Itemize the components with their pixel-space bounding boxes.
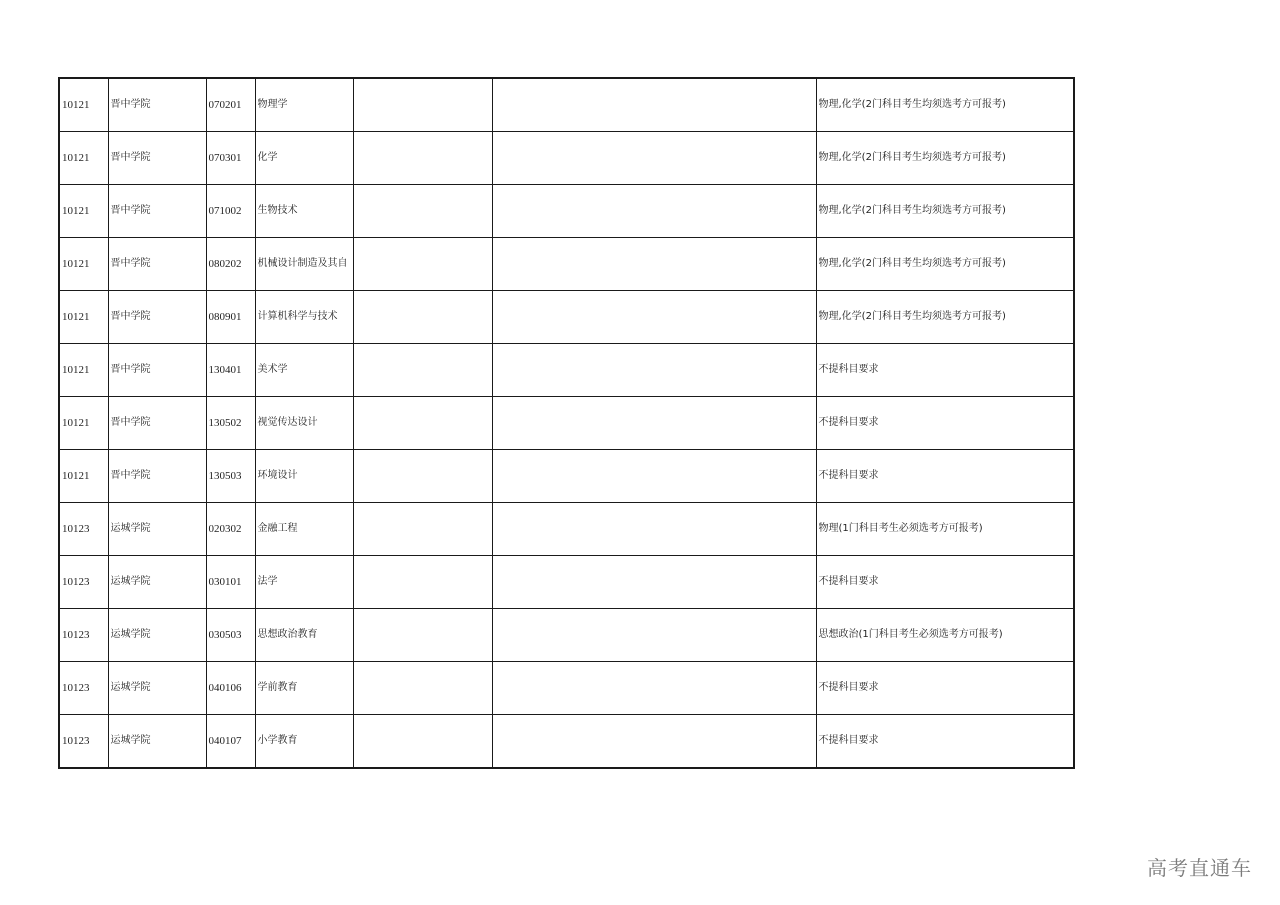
cell-major-name: 环境设计 [255, 450, 353, 503]
cell-subject-requirement: 不提科目要求 [816, 450, 1074, 503]
cell-school-name: 运城学院 [108, 715, 206, 769]
cell-empty-a [353, 450, 492, 503]
cell-empty-a [353, 397, 492, 450]
table-row [59, 609, 1074, 662]
table-row [59, 662, 1074, 715]
cell-major-code: 040107 [206, 715, 255, 769]
table-row [59, 78, 1074, 132]
cell-school-code: 10123 [59, 715, 108, 769]
cell-empty-b [492, 609, 816, 662]
cell-school-name: 晋中学院 [108, 291, 206, 344]
cell-empty-b [492, 344, 816, 397]
cell-subject-requirement: 物理,化学(2门科目考生均须选考方可报考) [816, 185, 1074, 238]
cell-empty-b [492, 556, 816, 609]
cell-major-code: 040106 [206, 662, 255, 715]
cell-major-code: 030101 [206, 556, 255, 609]
cell-major-name: 金融工程 [255, 503, 353, 556]
cell-school-name: 晋中学院 [108, 397, 206, 450]
cell-empty-b [492, 397, 816, 450]
cell-major-code: 130502 [206, 397, 255, 450]
cell-empty-a [353, 238, 492, 291]
cell-school-name: 晋中学院 [108, 78, 206, 132]
cell-empty-a [353, 662, 492, 715]
cell-school-name: 晋中学院 [108, 238, 206, 291]
cell-school-code: 10123 [59, 503, 108, 556]
table-row [59, 715, 1074, 769]
cell-school-code: 10121 [59, 238, 108, 291]
cell-school-name: 晋中学院 [108, 185, 206, 238]
cell-major-name: 生物技术 [255, 185, 353, 238]
cell-subject-requirement: 物理,化学(2门科目考生均须选考方可报考) [816, 291, 1074, 344]
cell-empty-b [492, 503, 816, 556]
cell-subject-requirement: 不提科目要求 [816, 715, 1074, 769]
table-row [59, 503, 1074, 556]
table-row [59, 556, 1074, 609]
cell-empty-a [353, 503, 492, 556]
cell-school-name: 晋中学院 [108, 344, 206, 397]
table-row [59, 185, 1074, 238]
cell-empty-b [492, 291, 816, 344]
cell-school-name: 晋中学院 [108, 132, 206, 185]
cell-major-name: 化学 [255, 132, 353, 185]
cell-empty-a [353, 291, 492, 344]
cell-major-code: 020302 [206, 503, 255, 556]
cell-empty-b [492, 132, 816, 185]
cell-subject-requirement: 不提科目要求 [816, 397, 1074, 450]
cell-school-name: 运城学院 [108, 503, 206, 556]
cell-major-code: 080202 [206, 238, 255, 291]
cell-subject-requirement: 不提科目要求 [816, 662, 1074, 715]
cell-empty-a [353, 78, 492, 132]
cell-school-code: 10121 [59, 132, 108, 185]
cell-major-name: 美术学 [255, 344, 353, 397]
cell-major-name: 学前教育 [255, 662, 353, 715]
cell-major-name: 小学教育 [255, 715, 353, 769]
cell-school-code: 10121 [59, 185, 108, 238]
cell-major-name: 机械设计制造及其自 [255, 238, 353, 291]
cell-major-code: 070201 [206, 78, 255, 132]
cell-empty-a [353, 185, 492, 238]
cell-empty-b [492, 715, 816, 769]
cell-school-name: 晋中学院 [108, 450, 206, 503]
cell-subject-requirement: 物理,化学(2门科目考生均须选考方可报考) [816, 132, 1074, 185]
cell-subject-requirement: 思想政治(1门科目考生必须选考方可报考) [816, 609, 1074, 662]
table-row [59, 397, 1074, 450]
watermark-text: 高考直通车 [1147, 856, 1252, 880]
cell-empty-b [492, 78, 816, 132]
cell-subject-requirement: 物理,化学(2门科目考生均须选考方可报考) [816, 238, 1074, 291]
cell-major-code: 030503 [206, 609, 255, 662]
cell-major-name: 计算机科学与技术 [255, 291, 353, 344]
cell-major-code: 080901 [206, 291, 255, 344]
table-row [59, 450, 1074, 503]
cell-empty-a [353, 609, 492, 662]
cell-school-code: 10121 [59, 291, 108, 344]
cell-subject-requirement: 物理,化学(2门科目考生均须选考方可报考) [816, 78, 1074, 132]
cell-empty-a [353, 344, 492, 397]
cell-major-code: 130401 [206, 344, 255, 397]
cell-major-name: 思想政治教育 [255, 609, 353, 662]
cell-empty-b [492, 185, 816, 238]
cell-major-name: 视觉传达设计 [255, 397, 353, 450]
table-row [59, 238, 1074, 291]
cell-school-code: 10121 [59, 397, 108, 450]
cell-major-code: 071002 [206, 185, 255, 238]
cell-empty-b [492, 450, 816, 503]
cell-school-code: 10121 [59, 78, 108, 132]
cell-school-name: 运城学院 [108, 609, 206, 662]
cell-subject-requirement: 不提科目要求 [816, 556, 1074, 609]
cell-school-name: 运城学院 [108, 662, 206, 715]
cell-school-code: 10123 [59, 556, 108, 609]
cell-subject-requirement: 不提科目要求 [816, 344, 1074, 397]
table-row [59, 344, 1074, 397]
table-body [59, 78, 1074, 768]
cell-school-code: 10123 [59, 662, 108, 715]
cell-empty-b [492, 238, 816, 291]
cell-major-code: 070301 [206, 132, 255, 185]
cell-school-code: 10121 [59, 344, 108, 397]
cell-empty-a [353, 715, 492, 769]
cell-major-code: 130503 [206, 450, 255, 503]
cell-major-name: 法学 [255, 556, 353, 609]
cell-school-name: 运城学院 [108, 556, 206, 609]
cell-empty-b [492, 662, 816, 715]
cell-empty-a [353, 132, 492, 185]
cell-major-name: 物理学 [255, 78, 353, 132]
cell-school-code: 10121 [59, 450, 108, 503]
table-row [59, 132, 1074, 185]
subject-requirements-table [58, 77, 1075, 769]
cell-empty-a [353, 556, 492, 609]
cell-subject-requirement: 物理(1门科目考生必须选考方可报考) [816, 503, 1074, 556]
table-row [59, 291, 1074, 344]
cell-school-code: 10123 [59, 609, 108, 662]
